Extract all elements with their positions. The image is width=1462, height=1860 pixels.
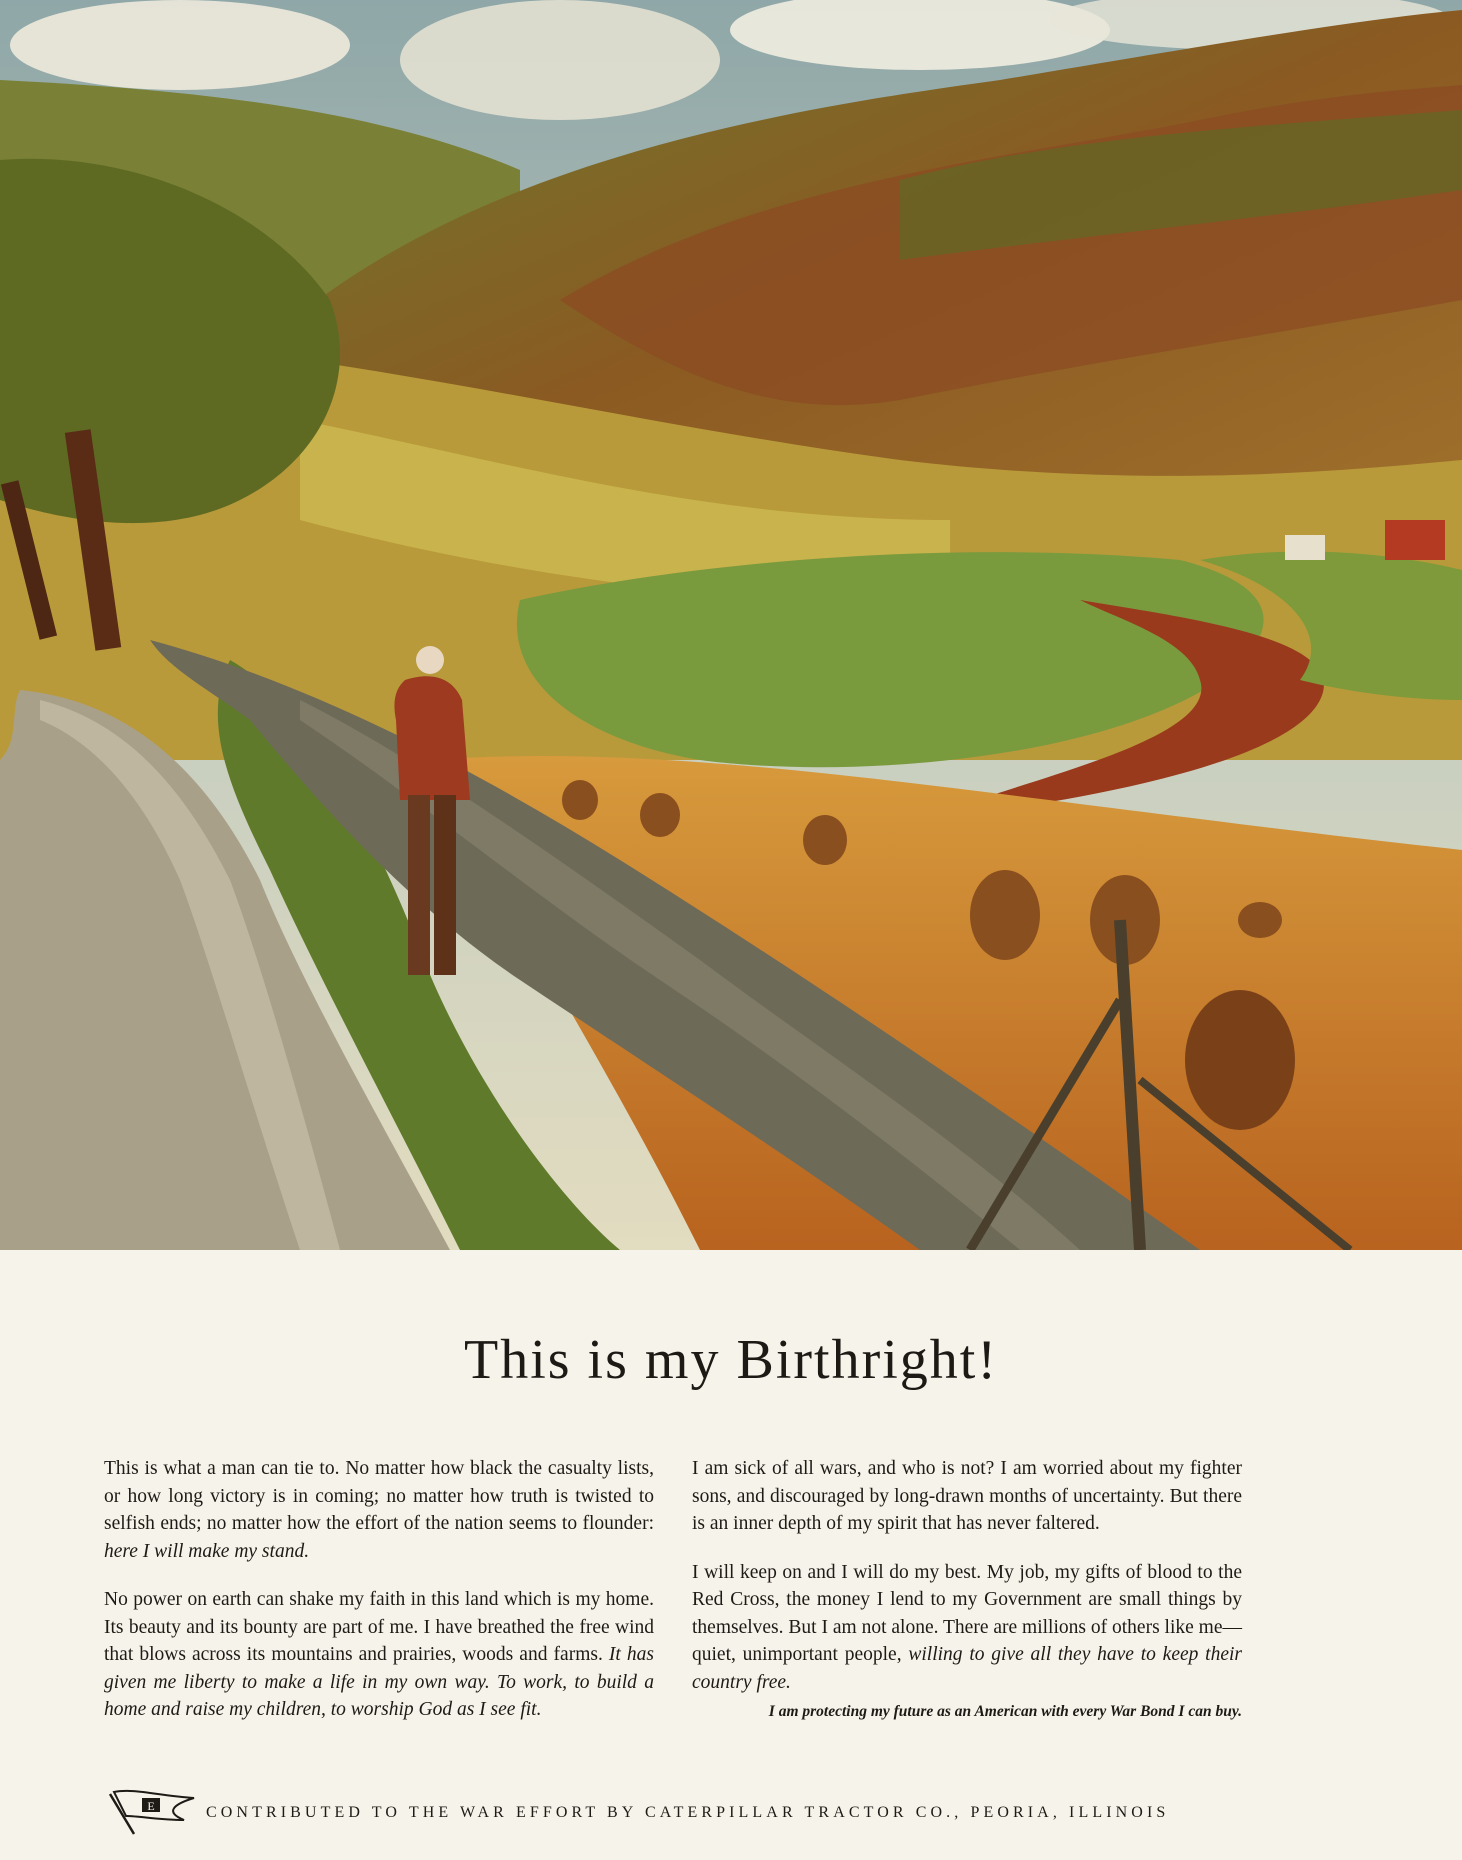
footer xyxy=(104,1786,1244,1836)
contribution-line: CONTRIBUTED TO THE WAR EFFORT BY CATERPILLAR TRACTOR CO., PEORIA, ILLINOIS xyxy=(206,1804,1170,1821)
paragraph: I am sick of all wars, and who is not? I am worried about my fighter sons, and discouraged by long-drawn months of uncertainty. But there is an inner depth of my spirit that has never faltered. xyxy=(692,1458,1242,1534)
paragraph-text: I will keep on and I will do my best. My job, my gifts of blood to the Red Cross, the money I lend to my Government are small things by themselves. But I am not alone. There are millions of others like me—quiet, unimportant people, xyxy=(692,1561,1242,1665)
headline: This is my Birthright! xyxy=(464,1329,998,1391)
paragraph-italic: willing to give all they have to keep their country free. xyxy=(692,1644,1242,1693)
paragraph xyxy=(692,1559,1242,1697)
paragraph-text: This is what a man can tie to. No matter how black the casualty lists, or how long victory is in coming; no matter how truth is twisted to selfish ends; no matter how the effort of the nation seems to flounder: xyxy=(104,1458,654,1534)
farmhouse xyxy=(1285,535,1325,560)
barn xyxy=(1385,520,1445,560)
paragraph-italic: It has given me liberty to make a life in my own way. To work, to build a home and raise my children, to worship God as I see fit. xyxy=(104,1644,654,1720)
wheat-shock xyxy=(803,815,847,865)
paragraph-italic: here I will make my stand. xyxy=(104,1540,310,1562)
wheat-shock xyxy=(1185,990,1295,1130)
paragraph-text: No power on earth can shake my faith in this land which is my home. Its beauty and its bounty are part of me. I have breathed the free wind that blows across its mountains and prairies, woods and farms. xyxy=(104,1589,654,1665)
body-column-right xyxy=(692,1455,1242,1723)
cloud xyxy=(400,0,720,120)
paragraph xyxy=(104,1586,654,1724)
flag-letter: E xyxy=(147,1799,155,1813)
wheat-shock xyxy=(562,780,598,820)
war-bond-line: I am protecting my future as an American with every War Bond I can buy. xyxy=(768,1703,1242,1720)
army-navy-e-flag-icon xyxy=(104,1786,200,1836)
paragraph xyxy=(104,1455,654,1565)
wheat-shock xyxy=(1238,902,1282,938)
wheat-shock xyxy=(640,793,680,837)
body-column-left xyxy=(104,1455,654,1745)
cloud xyxy=(10,0,350,90)
wheat-shock xyxy=(970,870,1040,960)
